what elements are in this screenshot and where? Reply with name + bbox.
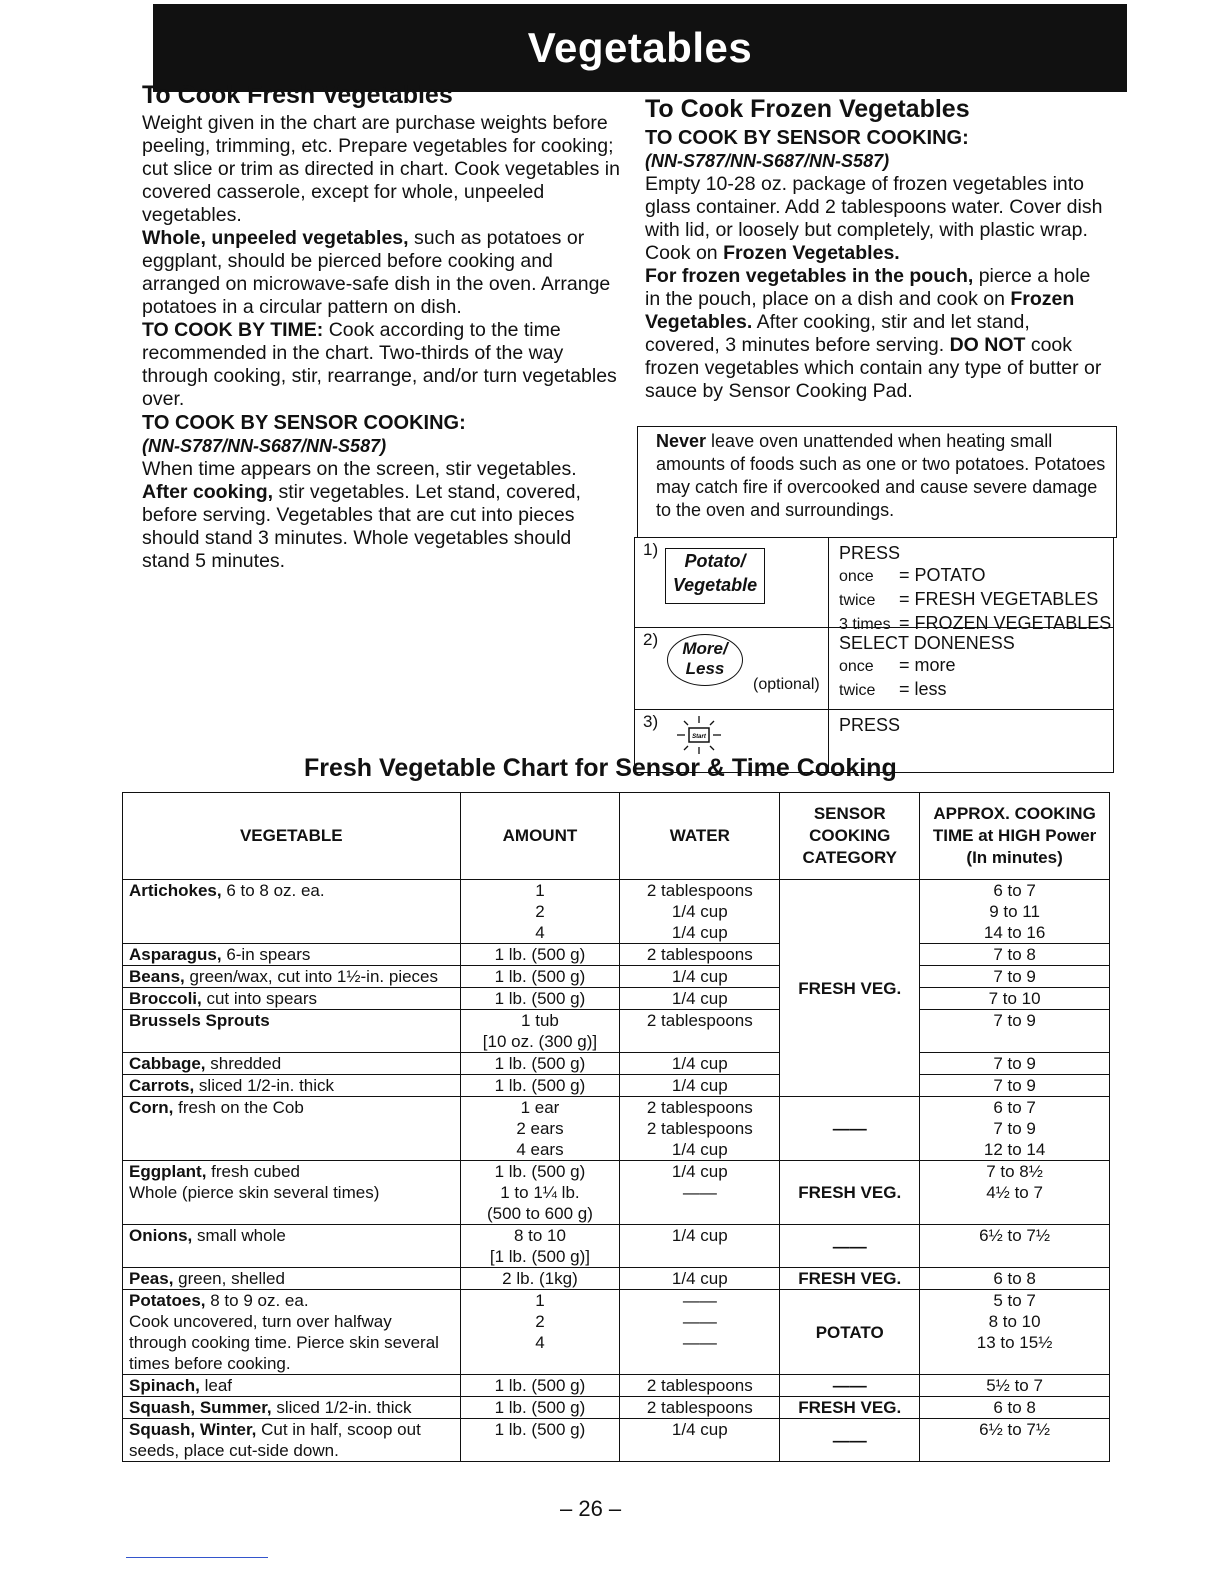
whole-bold: Whole, unpeeled vegetables, bbox=[142, 227, 409, 249]
vegetable-cell bbox=[123, 1268, 461, 1290]
amount-cell: 1 2 4 bbox=[460, 1290, 620, 1375]
cooking-time-cell: 5½ to 7 bbox=[920, 1375, 1110, 1397]
frozen-paragraph-2 bbox=[645, 265, 1107, 403]
water-cell: 2 tablespoons bbox=[620, 944, 780, 966]
water-cell: 1/4 cup bbox=[620, 1268, 780, 1290]
header-vegetable: VEGETABLE bbox=[123, 793, 461, 880]
cooking-time-cell: 6½ to 7½ bbox=[920, 1419, 1110, 1462]
cooking-time-cell: 7 to 9 bbox=[920, 1075, 1110, 1097]
time-text: Cook according to the time recommended in the chart. Two-thirds of the way through cooking, stir, rearrange, and/or turn vegetables over. bbox=[142, 319, 617, 410]
amount-cell: 1 lb. (500 g) bbox=[460, 1375, 620, 1397]
amount-cell: 1 lb. (500 g) 1 to 1¼ lb. (500 to 600 g) bbox=[460, 1161, 620, 1225]
table-row bbox=[123, 1161, 1110, 1225]
vegetable-cell bbox=[123, 1010, 461, 1053]
warning-text: leave oven unattended when heating small amounts of foods such as one or two potatoes. Potatoes may catch fire if overcooked and cause severe damage to the oven and surroundings. bbox=[656, 431, 1106, 520]
table-row bbox=[123, 966, 1110, 988]
section-banner: Vegetables bbox=[153, 4, 1127, 92]
vegetable-name: Corn, bbox=[129, 1098, 174, 1117]
water-cell: 1/4 cup bbox=[620, 966, 780, 988]
cooking-time-cell: 6½ to 7½ bbox=[920, 1225, 1110, 1268]
amount-cell: 1 lb. (500 g) bbox=[460, 1053, 620, 1075]
amount-cell: 1 ear 2 ears 4 ears bbox=[460, 1097, 620, 1161]
fresh-sensor-heading: TO COOK BY SENSOR COOKING: bbox=[142, 412, 466, 434]
fresh-intro: Weight given in the chart are purchase weights before peeling, trimming, etc. Prepare vegetables for cooking; cut slice or trim as directed in chart. Cook vegetables in covered casserole, except for whole, unpeeled vegetables. bbox=[142, 112, 620, 226]
vegetable-cell bbox=[123, 988, 461, 1010]
option-row: twice = FRESH VEGETABLES bbox=[839, 589, 1099, 609]
frozen-paragraph-1 bbox=[645, 173, 1107, 265]
water-cell: 1/4 cup —— bbox=[620, 1161, 780, 1225]
water-cell: 1/4 cup bbox=[620, 988, 780, 1010]
vegetable-description: green/wax, cut into 1½-in. pieces bbox=[184, 967, 438, 986]
table-row bbox=[123, 1268, 1110, 1290]
step-number: 2) bbox=[643, 630, 659, 649]
table-row bbox=[123, 1225, 1110, 1268]
fresh-sensor-text: When time appears on the screen, stir vegetables. bbox=[142, 458, 577, 480]
vegetable-name: Brussels Sprouts bbox=[129, 1011, 270, 1030]
fresh-time-paragraph bbox=[142, 319, 620, 411]
sensor-category-cell: —— bbox=[780, 1097, 920, 1161]
vegetable-name: Beans, bbox=[129, 967, 185, 986]
vegetable-name: Broccoli, bbox=[129, 989, 202, 1008]
pouch-text: pierce a hole in the pouch, place on a dish and cook on bbox=[645, 265, 1091, 310]
frozen-column bbox=[645, 94, 1107, 403]
amount-cell: 1 2 4 bbox=[460, 880, 620, 944]
vegetable-description: leaf bbox=[199, 1376, 232, 1395]
vegetable-cell bbox=[123, 1097, 461, 1161]
vegetable-name: Potatoes, bbox=[129, 1291, 206, 1310]
vegetable-cell bbox=[123, 1397, 461, 1419]
fresh-column bbox=[142, 80, 620, 573]
water-cell: 1/4 cup bbox=[620, 1053, 780, 1075]
warning-bold: Never bbox=[656, 431, 707, 451]
vegetable-description: 6 to 8 oz. ea. bbox=[221, 881, 325, 900]
sensor-category-cell: POTATO bbox=[780, 1290, 920, 1375]
vegetable-description: 6-in spears bbox=[221, 945, 311, 964]
amount-cell: 1 tub [10 oz. (300 g)] bbox=[460, 1010, 620, 1053]
svg-text:Start: Start bbox=[692, 734, 706, 740]
pouch-bold2: Frozen Vegetables. bbox=[645, 288, 1075, 333]
cooking-time-cell: 7 to 9 bbox=[920, 1053, 1110, 1075]
table-row bbox=[123, 1397, 1110, 1419]
water-cell: 2 tablespoons 2 tablespoons 1/4 cup bbox=[620, 1097, 780, 1161]
fresh-after-paragraph bbox=[142, 481, 620, 573]
water-cell: 2 tablespoons 1/4 cup 1/4 cup bbox=[620, 880, 780, 944]
step-action: PRESS bbox=[839, 715, 901, 735]
vegetable-description: small whole bbox=[192, 1226, 286, 1245]
sensor-category-cell: —— bbox=[780, 1375, 920, 1397]
after-text: stir vegetables. Let stand, covered, before serving. Vegetables that are cut into pieces should stand 3 minutes. Whole vegetables should stand 5 minutes. bbox=[142, 481, 581, 572]
vegetable-cell bbox=[123, 1375, 461, 1397]
water-cell: 1/4 cup bbox=[620, 1225, 780, 1268]
sensor-category-cell: FRESH VEG. bbox=[780, 880, 920, 1097]
vegetable-cell bbox=[123, 1290, 461, 1375]
option-row: once = POTATO bbox=[839, 565, 986, 585]
vegetable-description: sliced 1/2-in. thick bbox=[271, 1398, 412, 1417]
frozen-sensor-heading: TO COOK BY SENSOR COOKING: bbox=[645, 127, 969, 149]
frozen-title: To Cook Frozen Vegetables bbox=[645, 95, 970, 123]
vegetable-cell bbox=[123, 966, 461, 988]
page-number: – 26 – bbox=[560, 1496, 622, 1521]
vegetable-description: sliced 1/2-in. thick bbox=[194, 1076, 335, 1095]
vegetable-name: Onions, bbox=[129, 1226, 193, 1245]
vegetable-name: Artichokes, bbox=[129, 881, 222, 900]
table-row bbox=[123, 1290, 1110, 1375]
sensor-category-cell: FRESH VEG. bbox=[780, 1268, 920, 1290]
cooking-time-cell: 7 to 9 bbox=[920, 966, 1110, 988]
cooking-time-cell: 6 to 8 bbox=[920, 1397, 1110, 1419]
amount-cell: 2 lb. (1kg) bbox=[460, 1268, 620, 1290]
vegetable-cell bbox=[123, 944, 461, 966]
step-2-instructions bbox=[828, 628, 1113, 709]
table-row bbox=[123, 1075, 1110, 1097]
amount-cell: 8 to 10 [1 lb. (500 g)] bbox=[460, 1225, 620, 1268]
water-cell: 2 tablespoons bbox=[620, 1375, 780, 1397]
step-1 bbox=[635, 538, 1113, 633]
fresh-whole-paragraph bbox=[142, 227, 620, 319]
vegetable-description: shredded bbox=[205, 1054, 282, 1073]
frozen-sensor-models: (NN-S787/NN-S687/NN-S587) bbox=[645, 151, 890, 171]
pouch-bold: For frozen vegetables in the pouch, bbox=[645, 265, 974, 287]
step-number: 3) bbox=[643, 712, 659, 731]
sensor-category-cell: —— bbox=[780, 1225, 920, 1268]
table-row bbox=[123, 1010, 1110, 1053]
vegetable-name: Carrots, bbox=[129, 1076, 195, 1095]
header-cooking-time: APPROX. COOKING TIME at HIGH Power (In minutes) bbox=[920, 793, 1110, 880]
start-key-icon[interactable] bbox=[675, 714, 723, 758]
option-row: twice = less bbox=[839, 679, 947, 699]
table-row bbox=[123, 1097, 1110, 1161]
amount-cell: 1 lb. (500 g) bbox=[460, 1075, 620, 1097]
cooking-time-cell: 6 to 7 7 to 9 12 to 14 bbox=[920, 1097, 1110, 1161]
sensor-category-cell: FRESH VEG. bbox=[780, 1397, 920, 1419]
vegetable-description: green, shelled bbox=[173, 1269, 285, 1288]
vegetable-cell bbox=[123, 880, 461, 944]
chart-title: Fresh Vegetable Chart for Sensor & Time Cooking bbox=[304, 754, 897, 782]
fresh-title: To Cook Fresh Vegetables bbox=[142, 81, 453, 109]
vegetable-cell bbox=[123, 1075, 461, 1097]
whole-text: such as potatoes or eggplant, should be pierced before cooking and arranged on microwave-safe dish in the oven. Arrange potatoes in a circular pattern on dish. bbox=[142, 227, 611, 318]
key-label-line1: More/ bbox=[682, 639, 728, 658]
vegetable-description: fresh on the Cob bbox=[173, 1098, 304, 1117]
steps-box bbox=[634, 537, 1114, 773]
header-water: WATER bbox=[620, 793, 780, 880]
step-2 bbox=[635, 628, 1113, 710]
key-label-line2: Vegetable bbox=[672, 575, 758, 595]
optional-label: (optional) bbox=[753, 676, 820, 693]
cooking-time-cell: 6 to 8 bbox=[920, 1268, 1110, 1290]
potato-vegetable-key[interactable] bbox=[665, 548, 765, 604]
header-sensor-category: SENSOR COOKING CATEGORY bbox=[780, 793, 920, 880]
vegetable-chart-table bbox=[122, 792, 1110, 1462]
cooking-time-cell: 7 to 9 bbox=[920, 1010, 1110, 1053]
step-action: SELECT DONENESS bbox=[839, 633, 1015, 653]
cooking-time-cell: 7 to 8½ 4½ to 7 bbox=[920, 1161, 1110, 1225]
table-row bbox=[123, 1419, 1110, 1462]
cooking-time-cell: 7 to 10 bbox=[920, 988, 1110, 1010]
vegetable-name: Eggplant, bbox=[129, 1162, 207, 1181]
step-action: PRESS bbox=[839, 543, 901, 563]
more-less-key[interactable] bbox=[667, 634, 743, 686]
table-row bbox=[123, 944, 1110, 966]
frozen-text1-bold: Frozen Vegetables. bbox=[723, 242, 900, 264]
frozen-text1: Empty 10-28 oz. package of frozen vegetables into glass container. Add 2 tablespoons water. Cover dish with lid, or loosely but completely, with plastic wrap. Cook on bbox=[645, 173, 1103, 264]
vegetable-cell bbox=[123, 1225, 461, 1268]
vegetable-cell bbox=[123, 1053, 461, 1075]
vegetable-description: 8 to 9 oz. ea. Cook uncovered, turn over halfway through cooking time. Pierce skin several times before cooking. bbox=[129, 1291, 439, 1373]
table-row bbox=[123, 1053, 1110, 1075]
vegetable-description: Cut in half, scoop out seeds, place cut-side down. bbox=[129, 1420, 421, 1460]
sensor-category-cell: —— bbox=[780, 1419, 920, 1462]
amount-cell: 1 lb. (500 g) bbox=[460, 1419, 620, 1462]
cooking-time-cell: 6 to 7 9 to 11 14 to 16 bbox=[920, 880, 1110, 944]
water-cell: 2 tablespoons bbox=[620, 1397, 780, 1419]
vegetable-name: Spinach, bbox=[129, 1376, 200, 1395]
table-row bbox=[123, 1375, 1110, 1397]
amount-cell: 1 lb. (500 g) bbox=[460, 1397, 620, 1419]
vegetable-name: Cabbage, bbox=[129, 1054, 206, 1073]
header-amount: AMOUNT bbox=[460, 793, 620, 880]
water-cell: 2 tablespoons bbox=[620, 1010, 780, 1053]
step-number: 1) bbox=[643, 540, 659, 559]
option-row: once = more bbox=[839, 655, 956, 675]
amount-cell: 1 lb. (500 g) bbox=[460, 988, 620, 1010]
cooking-time-cell: 5 to 7 8 to 10 13 to 15½ bbox=[920, 1290, 1110, 1375]
do-not-text: cook frozen vegetables which contain any type of butter or sauce by Sensor Cooking Pad. bbox=[645, 334, 1102, 402]
option-row: 3 times = FROZEN VEGETABLES bbox=[839, 613, 1112, 633]
vegetable-name: Peas, bbox=[129, 1269, 174, 1288]
key-label-line2: Less bbox=[685, 659, 725, 678]
cooking-time-cell: 7 to 8 bbox=[920, 944, 1110, 966]
pouch-text2: After cooking, stir and let stand, covered, 3 minutes before serving. bbox=[645, 311, 1030, 356]
vegetable-description: fresh cubed Whole (pierce skin several times) bbox=[129, 1162, 380, 1202]
vegetable-name: Asparagus, bbox=[129, 945, 222, 964]
do-not-bold: DO NOT bbox=[949, 334, 1026, 356]
table-header-row bbox=[123, 793, 1110, 880]
after-bold: After cooking, bbox=[142, 481, 274, 503]
vegetable-cell bbox=[123, 1419, 461, 1462]
warning-box bbox=[637, 426, 1117, 538]
table-row bbox=[123, 880, 1110, 944]
amount-cell: 1 lb. (500 g) bbox=[460, 944, 620, 966]
table-row bbox=[123, 988, 1110, 1010]
fresh-sensor-models: (NN-S787/NN-S687/NN-S587) bbox=[142, 436, 387, 456]
sensor-category-cell: FRESH VEG. bbox=[780, 1161, 920, 1225]
water-cell: —— —— —— bbox=[620, 1290, 780, 1375]
vegetable-cell bbox=[123, 1161, 461, 1225]
amount-cell: 1 lb. (500 g) bbox=[460, 966, 620, 988]
step-1-instructions bbox=[828, 538, 1113, 633]
key-label-line1: Potato/ bbox=[684, 551, 746, 571]
vegetable-name: Squash, Winter, bbox=[129, 1420, 257, 1439]
time-bold: TO COOK BY TIME: bbox=[142, 319, 324, 341]
footer-line bbox=[126, 1557, 268, 1558]
water-cell: 1/4 cup bbox=[620, 1419, 780, 1462]
vegetable-name: Squash, Summer, bbox=[129, 1398, 272, 1417]
vegetable-description: cut into spears bbox=[201, 989, 318, 1008]
water-cell: 1/4 cup bbox=[620, 1075, 780, 1097]
